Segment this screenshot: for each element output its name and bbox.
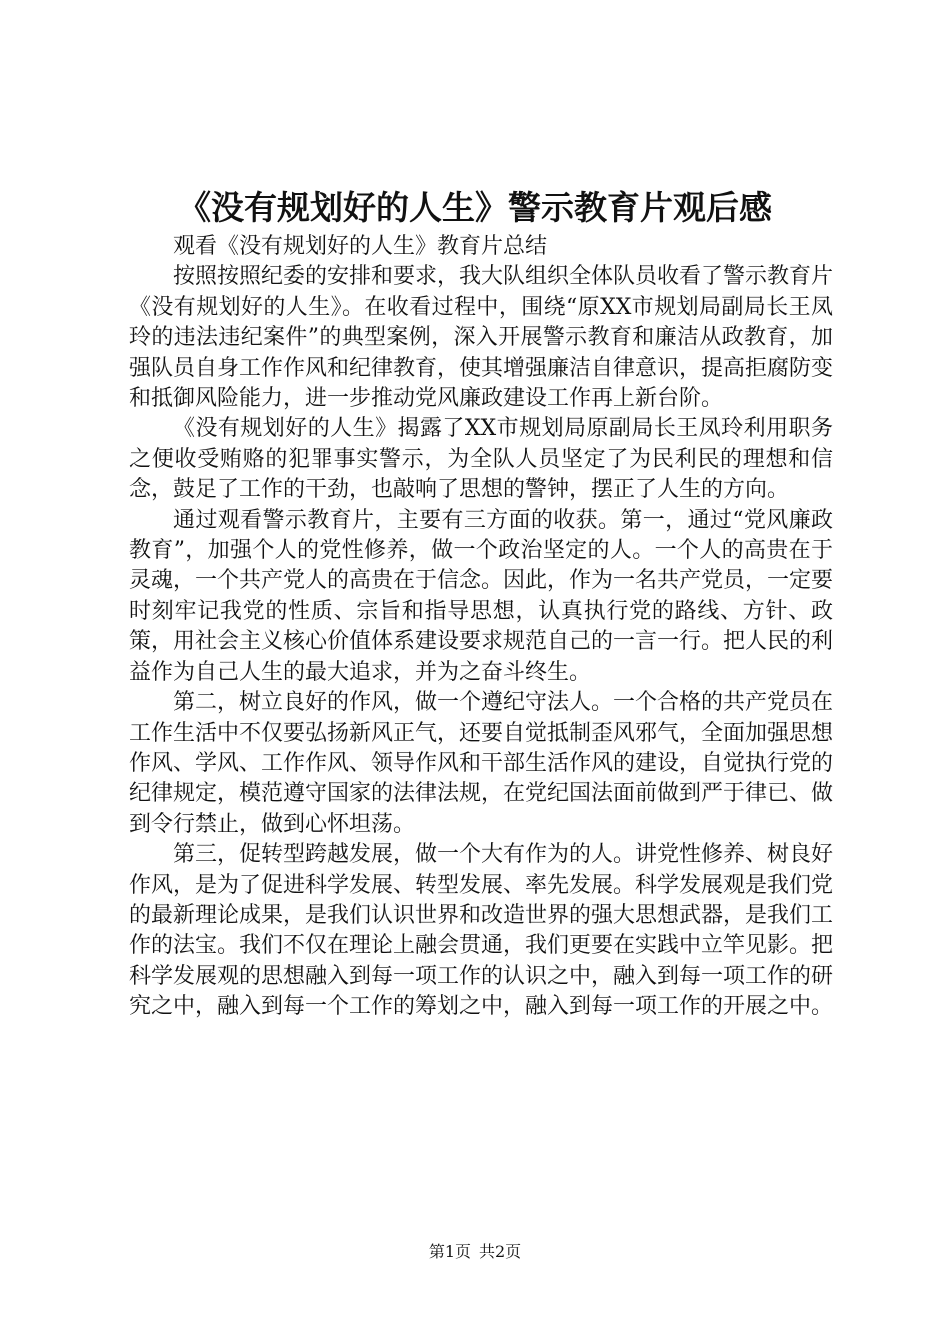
paragraph-intro: 按照按照纪委的安排和要求，我大队组织全体队员收看了警示教育片《没有规划好的人生》。在收看过程中，围绕“原XX市规划局副局长王凤玲的违法违纪案件”的典型案例，深入开展警示教育和廉洁从政教育，加强队员自身工作作风和纪律教育，使其增强廉洁自律意识，提高拒腐防变和抵御风险能力，进一步推动党风廉政建设工作再上新台阶。 xyxy=(129,264,834,412)
page-total: 共2页 xyxy=(479,1242,522,1261)
paragraph-first-gain: 通过观看警示教育片，主要有三方面的收获。第一，通过“党风廉政教育”，加强个人的党性修养，做一个政治坚定的人。一个人的高贵在于灵魂，一个共产党人的高贵在于信念。因此，作为一名共产党员，一定要时刻牢记我党的性质、宗旨和指导思想，认真执行党的路线、方针、政策，用社会主义核心价值体系建设要求规范自己的一言一行。把人民的利益作为自己人生的最大追求，并为之奋斗终生。 xyxy=(129,507,834,685)
document-title: 《没有规划好的人生》警示教育片观后感 xyxy=(178,188,772,227)
document-body xyxy=(129,232,833,1023)
paragraph-exposure: 《没有规划好的人生》揭露了XX市规划局原副局长王凤玲利用职务之便收受贿赂的犯罪事实警示，为全队人员坚定了为民利民的理想和信念，鼓足了工作的干劲，也敲响了思想的警钟，摆正了人生的方向。 xyxy=(129,416,833,503)
page-number: 第1页 xyxy=(428,1242,471,1261)
paragraph-subtitle: 观看《没有规划好的人生》教育片总结 xyxy=(173,234,548,259)
page-footer xyxy=(0,1241,950,1263)
paragraph-third-gain: 第三，促转型跨越发展，做一个大有作为的人。讲党性修养、树良好作风，是为了促进科学发展、转型发展、率先发展。科学发展观是我们党的最新理论成果，是我们认识世界和改造世界的强大思想武器，是我们工作的法宝。我们不仅在理论上融会贯通，我们更要在实践中立竿见影。把科学发展观的思想融入到每一项工作的认识之中，融入到每一项工作的研究之中，融入到每一个工作的筹划之中，融入到每一项工作的开展之中。 xyxy=(129,842,834,1020)
paragraph-second-gain: 第二，树立良好的作风，做一个遵纪守法人。一个合格的共产党员在工作生活中不仅要弘扬新风正气，还要自觉抵制歪风邪气，全面加强思想作风、学风、工作作风、领导作风和干部生活作风的建设，自觉执行党的纪律规定，模范遵守国家的法律法规，在党纪国法面前做到严于律已、做到令行禁止，做到心怀坦荡。 xyxy=(129,690,834,837)
